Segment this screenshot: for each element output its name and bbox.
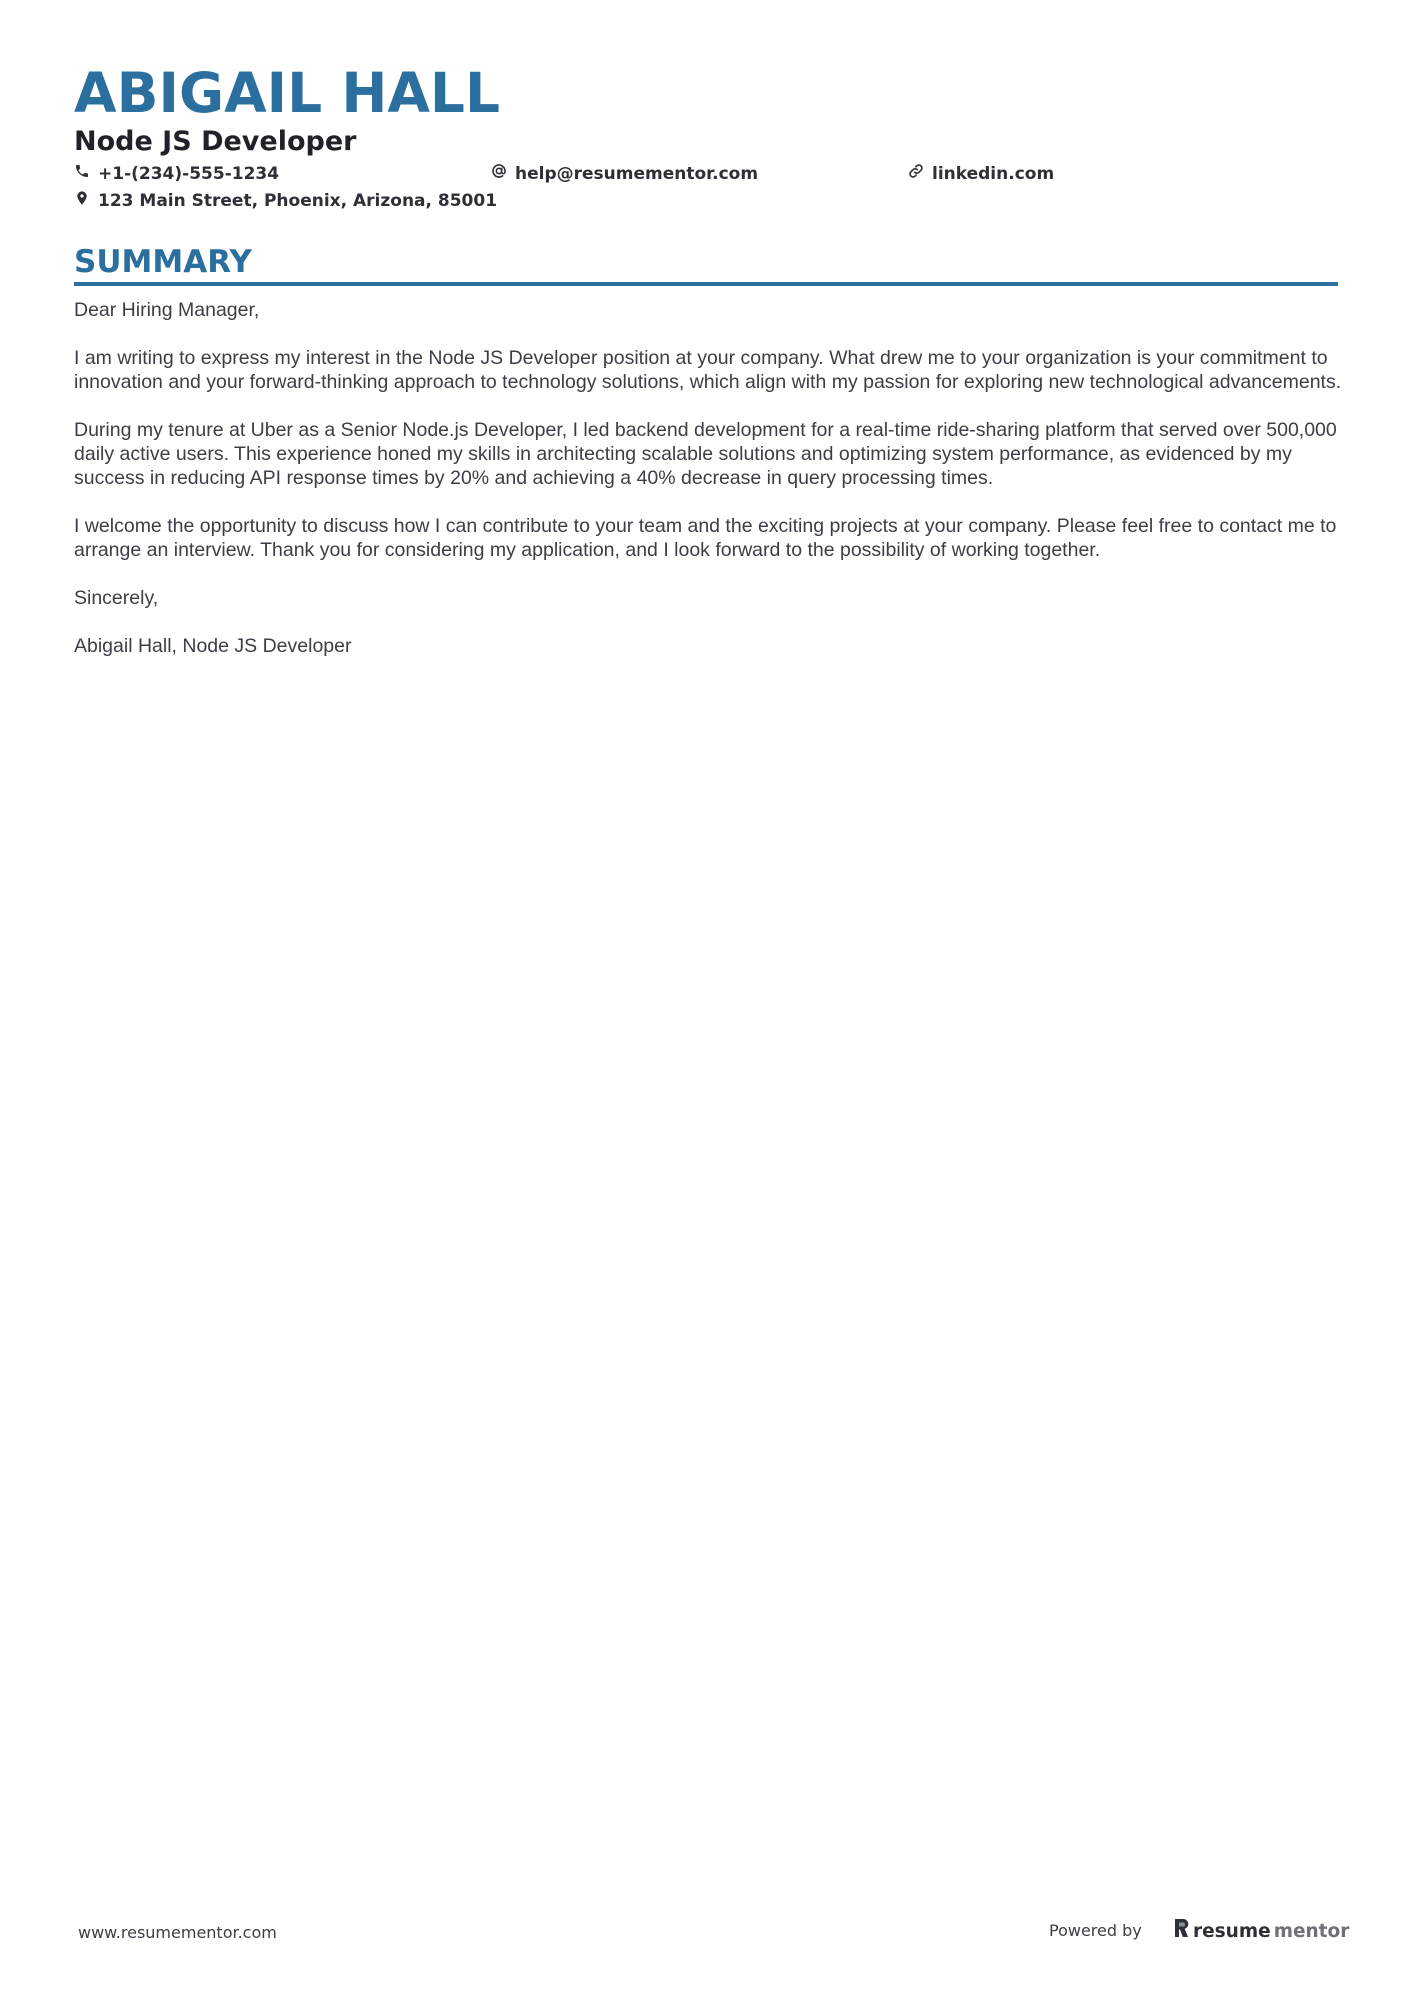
letter-closing: Sincerely, <box>74 587 159 609</box>
brand-name-part2: mentor <box>1273 1921 1350 1942</box>
contact-address <box>74 189 497 213</box>
letter-paragraph: I welcome the opportunity to discuss how I can contribute to your team and the exciting projects at your company. Please feel free to contact me to arrange an interview. Thank you for considering my application, and I look forward to the possibility of working together. <box>74 515 1337 561</box>
letter-body <box>74 298 1344 682</box>
link-icon <box>908 162 924 186</box>
contact-phone <box>74 162 279 186</box>
link-text[interactable]: linkedin.com <box>932 164 1055 184</box>
letter-greeting: Dear Hiring Manager, <box>74 299 260 321</box>
brand-name-part1: resume <box>1193 1921 1271 1942</box>
powered-by-label: Powered by <box>1049 1921 1142 1940</box>
footer-website-link[interactable]: www.resumementor.com <box>78 1923 277 1942</box>
email-text[interactable]: help@resumementor.com <box>515 164 759 184</box>
letter-paragraph: I am writing to express my interest in the Node JS Developer position at your company. What drew me to your organization is your commitment to innovation and your forward-thinking approach to technology solutions, which align with my passion for exploring new technological advancements. <box>74 347 1342 393</box>
phone-icon <box>74 162 90 186</box>
contact-link <box>908 162 1054 186</box>
brand-logo[interactable] <box>1173 1918 1349 1946</box>
contact-email <box>491 162 758 186</box>
phone-text: +1-(234)-555-1234 <box>98 164 280 184</box>
letter-signature: Abigail Hall, Node JS Developer <box>74 635 352 657</box>
section-title-summary: SUMMARY <box>74 244 252 280</box>
resumementor-logo-icon <box>1173 1918 1190 1946</box>
candidate-role: Node JS Developer <box>74 126 357 157</box>
map-pin-icon <box>74 189 90 213</box>
letter-paragraph: During my tenure at Uber as a Senior Node.js Developer, I led backend development for a real-time ride-sharing platform that served over 500,000 daily active users. This experience honed my skills in architecting scalable solutions and optimizing system performance, as evidenced by my success in reducing API response times by 20% and achieving a 40% decrease in query processing times. <box>74 419 1337 489</box>
address-text: 123 Main Street, Phoenix, Arizona, 85001 <box>98 191 498 211</box>
at-icon <box>491 162 507 186</box>
candidate-name: ABIGAIL HALL <box>74 61 501 125</box>
section-divider <box>74 282 1338 286</box>
